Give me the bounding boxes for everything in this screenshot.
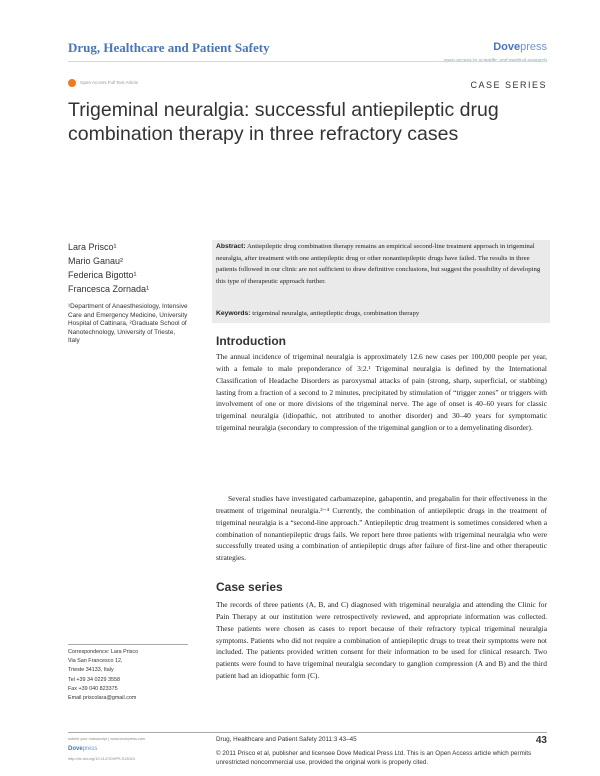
page-number: 43 <box>535 735 547 746</box>
author-name: Federica Bigotto¹ <box>68 270 137 280</box>
section-heading-case-series: Case series <box>216 580 283 594</box>
body-paragraph: Several studies have investigated carbamazepine, gabapentin, and pregabalin for their effectiveness in the treatment of trigeminal neuralgia.²⁻⁴ Currently, the combination of antiepileptic drugs in the treatment of trigeminal neuralgia is a “second-line approach.” Antiepileptic drug treatment is sometimes considered when a combination of nonantiepileptic drugs fails. We report here three patients with trigeminal neuralgia who were successfully treated using a combination of antiepileptic drugs after failure of first-line and other therapeutic strategies. <box>216 494 547 563</box>
correspondence-email[interactable]: Email priscolara@gmail.com <box>68 695 137 702</box>
keywords <box>216 308 546 320</box>
publisher-light: press <box>520 41 547 53</box>
author-name: Francesca Zornada¹ <box>68 284 150 294</box>
footer-publisher-light: press <box>82 746 98 752</box>
footer-divider <box>68 732 547 733</box>
abstract-text: Antiepileptic drug combination therapy remains an empirical second-line treatment approach in trigeminal neuralgia, after treatment with one antiepileptic drug or other nonantiepileptic drugs have failed. The results in three patients followed in our clinic are not sufficient to draw definitive conclusions, but suggest the possibility of developing this type of therapeutic approach further. <box>216 243 541 285</box>
correspondence-line: Tel +39 34 0229 3558 <box>68 676 121 683</box>
correspondence-line: Via San Francesco 12, <box>68 658 123 665</box>
keywords-label: Keywords: <box>216 310 251 317</box>
author-name: Mario Ganau² <box>68 256 124 266</box>
article-title: Trigeminal neuralgia: successful antiepileptic drug combination therapy in three refractory cases <box>68 99 499 145</box>
footer-publisher-bold: Dove <box>68 746 83 752</box>
footer-publisher-logo <box>68 746 97 752</box>
keywords-text: trigeminal neuralgia, antiepileptic drugs, combination therapy <box>250 310 420 317</box>
article-type: CASE SERIES <box>470 80 547 90</box>
publisher-logo <box>493 41 547 53</box>
correspondence-block <box>68 648 198 703</box>
abstract <box>216 241 546 287</box>
journal-name: Drug, Healthcare and Patient Safety <box>68 40 270 55</box>
copyright-notice: © 2011 Prisco et al, publisher and licensee Dove Medical Press Ltd. This is an Open Access article which permits unrestricted noncommercial use, provided the original work is properly cited. <box>216 750 532 766</box>
footer-journal-ref: Drug, Healthcare and Patient Safety 2011:3 43–45 <box>216 736 357 743</box>
body-paragraph: The annual incidence of trigeminal neuralgia is approximately 12.6 new cases per 100,000 people per year, with a female to male preponderance of 3:2.¹ Trigeminal neuralgia is defined by the International Classification of Headache Disorders as paroxysmal attacks of pain (strong, sharp, superficial, or stabbing) lasting from a fraction of a second to 2 minutes, precipitated by stimulation of “trigger zones” or triggers with involvement of one or more divisions of the trigeminal nerve. The age of onset is 40–60 years for classic trigeminal neuralgia (idiopathic, not attributed to another disorder) and 30–40 years for symptomatic trigeminal neuralgia (secondary to compression of the trigeminal ganglion or to a demyelinating disorder). <box>216 352 547 433</box>
correspondence-line: Fax +39 040 823375 <box>68 685 118 692</box>
doi-link[interactable]: http://dx.doi.org/10.2147/DHPS.S13043 <box>68 757 135 761</box>
publisher-bold: Dove <box>493 41 521 53</box>
open-access-label: Open Access Full Text Article <box>80 80 138 85</box>
correspondence-line: Trieste 34133, Italy <box>68 667 114 674</box>
affiliations: ¹Department of Anaesthesiology, Intensive Care and Emergency Medicine, University Hospital of Cattinara, ²Graduate School of Nanotechnology, University of Trieste, Italy <box>68 303 188 345</box>
author-list <box>68 240 149 296</box>
correspondence-line: Correspondence: Lara Prisco <box>68 649 139 655</box>
submit-manuscript-link[interactable]: submit your manuscript | www.dovepress.com <box>68 737 146 741</box>
header-divider <box>68 61 547 62</box>
section-heading-introduction: Introduction <box>216 334 286 348</box>
body-paragraph: The records of three patients (A, B, and C) diagnosed with trigeminal neuralgia and attending the Clinic for Pain Therapy at our institution were retrospectively reviewed, and appropriate information was collected. These patients were chosen as cases to report because of their refractory typical trigeminal neuralgia symptoms. Patients who did not require a combination of antiepileptic drugs to treat their symptoms were not included. The patients provided written consent for their information to be used for clinical research. Two patients were found to have trigeminal neuralgia secondary to ganglion compression (A and B) and the third patient had an idiopathic form (C). <box>216 600 547 681</box>
open-access-icon <box>68 79 76 87</box>
author-name: Lara Prisco¹ <box>68 242 117 252</box>
correspondence-divider <box>68 644 188 645</box>
abstract-label: Abstract: <box>216 243 246 250</box>
